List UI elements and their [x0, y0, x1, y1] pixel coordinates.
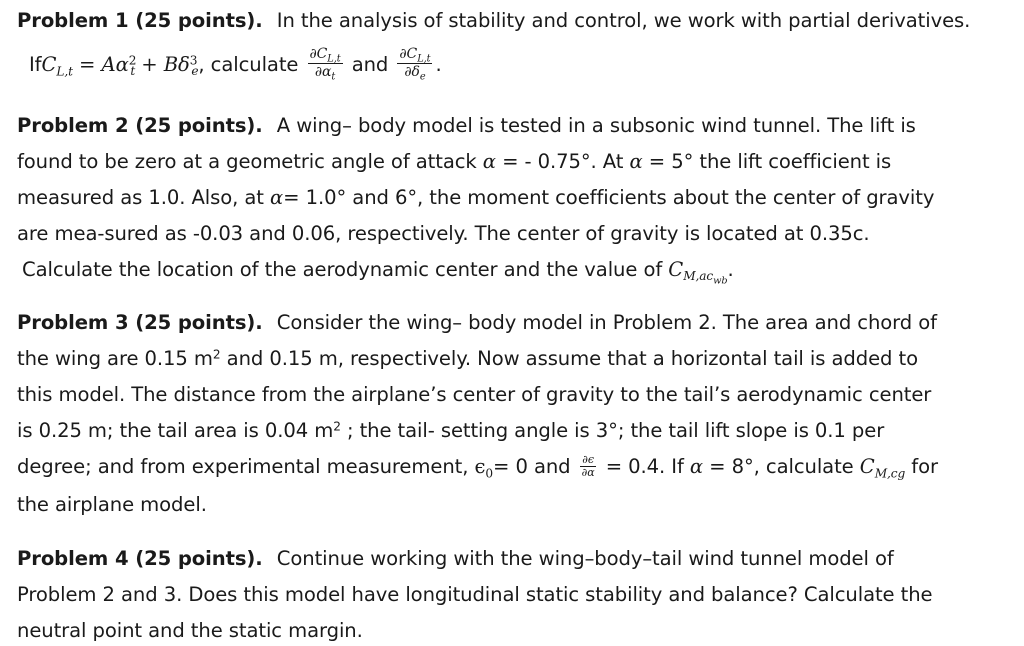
- problem-1-line-2: [29, 48, 442, 83]
- partial-derivative-delta: $\frac{\partial C_{L,t}}{\partial\delta_e}$: [399, 46, 431, 83]
- problem-2-line-2: [17, 149, 891, 175]
- problem-2-line-3-b: = 1.0° and 6°, the moment coefficients about the center of gravity: [283, 186, 935, 209]
- problem-3-line-6: [17, 492, 207, 518]
- alpha-symbol: α: [270, 186, 284, 209]
- epsilon-zero-symbol: $\epsilon_0$: [474, 455, 493, 481]
- problem-2-line-3: [17, 185, 934, 211]
- problem-2-line-2-b: = - 0.75°. At: [495, 150, 624, 173]
- partial-derivative-alpha: $\frac{\partial C_{L,t}}{\partial\alpha_t}$: [309, 46, 341, 83]
- problem-3-line-1: [17, 310, 937, 336]
- problem-2-line-2-c: = 5° the lift coefficient is: [642, 150, 892, 173]
- problem-2-line-4-text: are mea-sured as -0.03 and 0.06, respectively. The center of gravity is located at 0.35c.: [17, 222, 870, 245]
- problem-3-line-2-b: and 0.15 m, respectively. Now assume that a horizontal tail is added to: [220, 347, 918, 370]
- problem-3-line-3: [17, 382, 931, 408]
- problem-3-line-3-text: this model. The distance from the airplane’s center of gravity to the tail’s aerodynamic center: [17, 383, 932, 406]
- problem-3-line-5-a: degree; and from experimental measurement,: [17, 455, 469, 478]
- problem-3-line-5-b: = 0 and: [493, 455, 571, 478]
- problem-1-intro: In the analysis of stability and control, we work with partial derivatives.: [276, 9, 971, 32]
- problem-2-line-2-a: found to be zero at a geometric angle of attack: [17, 150, 477, 173]
- problem-4-line-2: [17, 582, 933, 608]
- lift-coefficient-tail-symbol: $C_{L,t}$: [41, 53, 73, 79]
- moment-coefficient-ac-wb-symbol: $C_{M,ac_{wb}}$: [668, 258, 728, 287]
- problem-3-line-1-text: Consider the wing– body model in Problem 2. The area and chord of: [276, 311, 937, 334]
- problem-2-line-1: [17, 113, 916, 139]
- equation: = $A\alpha^2_t + B\delta^3_e$: [79, 53, 199, 79]
- alpha-symbol: α: [482, 150, 496, 173]
- problem-2-line-3-a: measured as 1.0. Also, at: [17, 186, 264, 209]
- problem-3-line-5-d: = 8°, calculate: [703, 455, 854, 478]
- problem-4-line-1-text: Continue working with the wing–body–tail wind tunnel model of: [276, 547, 894, 570]
- problem-1-calculate: , calculate: [198, 53, 299, 76]
- problem-4-line-3: [17, 618, 363, 644]
- problem-2-line-4: [17, 221, 870, 247]
- problem-1-if: If: [29, 53, 42, 76]
- problem-2-line-5: [22, 257, 734, 287]
- problem-2-heading: Problem 2 (25 points).: [17, 114, 263, 137]
- downwash-derivative: $\frac{\partial\epsilon}{\partial\alpha}$: [581, 453, 595, 479]
- problem-4-line-1: [17, 546, 894, 572]
- problem-1-and: and: [351, 53, 389, 76]
- problem-3-line-5-c: = 0.4. If: [599, 455, 684, 478]
- problem-3-line-5: [17, 454, 938, 480]
- problem-4-line-2-text: Problem 2 and 3. Does this model have longitudinal static stability and balance? Calculate the: [17, 583, 933, 606]
- problem-3-line-2-a: the wing are 0.15 m: [17, 347, 213, 370]
- problem-1-line-1: [17, 8, 970, 34]
- problem-2-line-5-end: .: [727, 258, 734, 281]
- problem-3-heading: Problem 3 (25 points).: [17, 311, 263, 334]
- alpha-symbol: α: [689, 455, 704, 478]
- problem-3-line-6-text: the airplane model.: [17, 493, 207, 516]
- problem-3-line-5-e: for: [905, 455, 938, 478]
- problem-1-heading: Problem 1 (25 points).: [17, 9, 263, 32]
- problem-4-line-3-text: neutral point and the static margin.: [17, 619, 363, 642]
- problem-3-line-2: the wing are 0.15 $m^2$ and 0.15 m, respectively. Now assume that a horizontal tail is added to: [17, 347, 918, 370]
- problem-3-line-4-a: is 0.25 m; the tail area is 0.04 m: [17, 419, 334, 442]
- problem-1-end: .: [435, 53, 442, 76]
- problem-4-heading: Problem 4 (25 points).: [17, 547, 263, 570]
- problem-2-line-1-text: A wing– body model is tested in a subsonic wind tunnel. The lift is: [276, 114, 916, 137]
- problem-2-line-5-a: Calculate the location of the aerodynamic center and the value of: [22, 258, 663, 281]
- problem-3-line-4-b: ; the tail- setting angle is 3°; the tail lift slope is 0.1 per: [340, 419, 885, 442]
- problem-3-line-4: is 0.25 m; the tail area is 0.04 $m^2$ ; the tail- setting angle is 3°; the tail lift slope is 0.1 per: [17, 419, 885, 442]
- alpha-symbol: α: [629, 150, 643, 173]
- moment-coefficient-cg-symbol: $C_{M,cg}$: [859, 455, 906, 481]
